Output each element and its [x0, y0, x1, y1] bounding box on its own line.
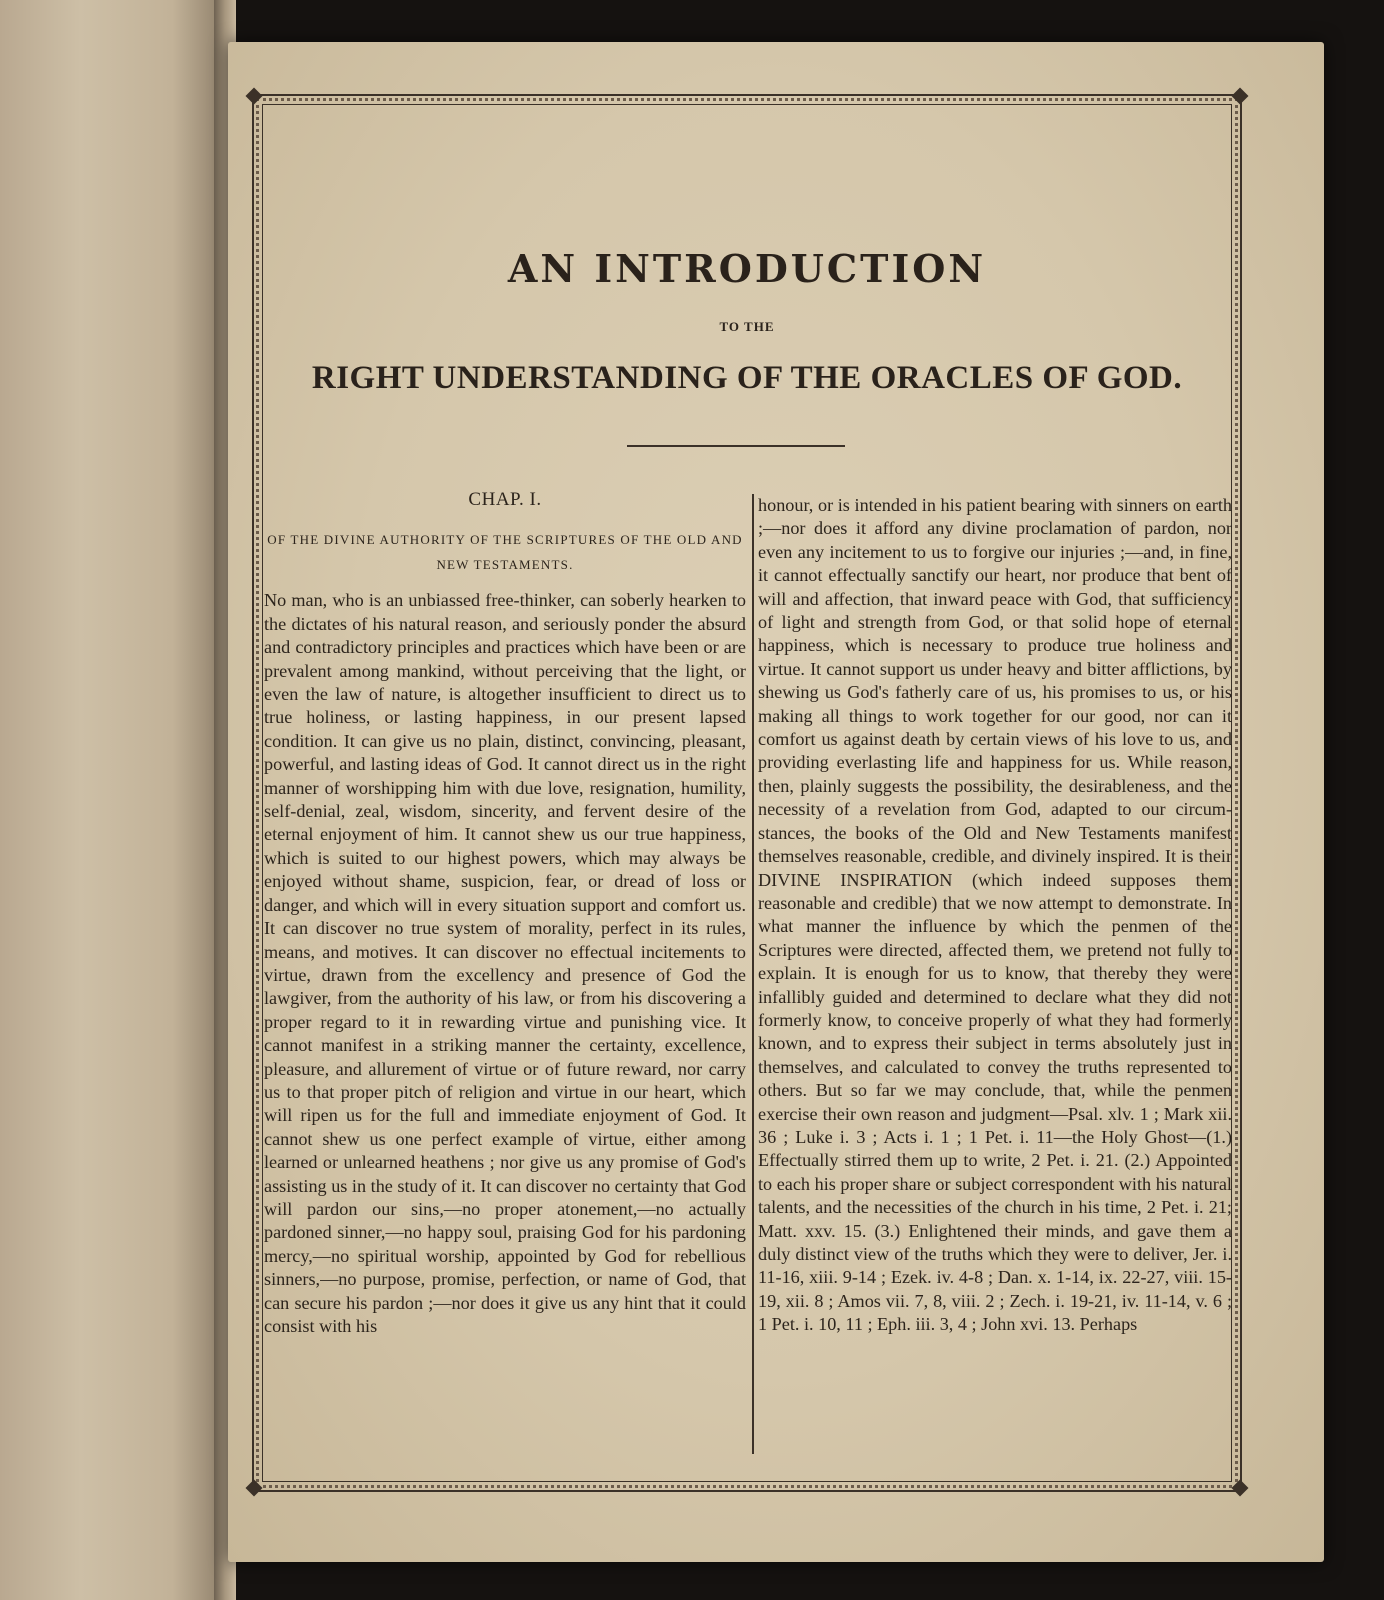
right-column-paragraph: honour, or is intended in his patient bearing with sinners on earth ;—nor does it afford any divine proclamation of pardon, nor even any incitement to us to forgive our injuries ;—and, in fine, it cannot effectually sanctify our heart, nor produce that bent of will and affection, that inward peace with God, that sufficiency of light and strength from God, or that solid hope of eternal happiness, which is necessary to produce true holiness and virtue. It cannot support us under heavy and bitter afflictions, by shewing us God's fatherly care of us, his promises to us, or his making all things to work together for our good, nor can it comfort us against death by certain views of his love to us, and providing everlasting life and happiness for us. While reason, then, plainly suggests the possibility, the desirableness, and the necessity of a revelation from God, adapted to our circumstances, the books of the Old and New Testaments manifest themselves reasonable, credible, and divinely inspired. It is their DIVINE INSPIRATION (which indeed supposes them reasonable and credible) that we now attempt to demonstrate. In what manner the influence by which the penmen of the Scriptures were directed, affected them, we pretend not fully to explain. It is enough for us to know, that thereby they were infallibly guided and determined to declare what they did not formerly know, to conceive properly of what they had formerly known, and to express their subject in terms absolutely just in themselves, and calculated to convey the truths represented to others. But so far we may conclude, that, while the penmen exercise their own reason and judgment—Psal. xlv. 1 ; Mark xii. 36 ; Luke i. 3 ; Acts i. 1 ; 1 Pet. i. 11—the Holy Ghost—(1.) Effectually stirred them up to write, 2 Pet. i. 21. (2.) Appointed to each his proper share or subject correspondent with his natural talents, and the necessities of the church in his time, 2 Pet. i. 21; Matt. xxv. 15. (3.) Enlightened their minds, and gave them a duly distinct view of the truths which they were to deliver, Jer. i. 11-16, xiii. 9-14 ; Ezek. iv. 4-8 ; Dan. x. 1-14, ix. 22-27, viii. 15-19, xii. 8 ; Amos vii. 7, 8, viii. 2 ; Zech. i. 19-21, iv. 11-14, v. 6 ; 1 Pet. i. 10, 11 ; Eph. iii. 3, 4 ; John xvi. 13. Perhaps: [758, 495, 1232, 1335]
page-title: AN INTRODUCTION: [507, 246, 987, 291]
title-connector: TO THE: [719, 319, 775, 334]
right-column: [758, 494, 1232, 1337]
title-rule: [627, 445, 845, 447]
section-title: OF THE DIVINE AUTHORITY OF THE SCRIPTURES OF THE OLD AND NEW TESTAMENTS.: [267, 532, 743, 573]
column-divider: [752, 494, 754, 1454]
chapter-heading: CHAP. I.: [468, 489, 542, 510]
left-page: [0, 0, 230, 1600]
left-column-paragraph: No man, who is an unbiassed free-thinker, can soberly hearken to the dictates of his natural reason, and seriously ponder the absurd and contradictory principles and practices which have been or are prevalent among mankind, without perceiving that the light, or even the law of nature, is altogether insufficient to direct us to true holiness, or lasting happiness, in our present lapsed condition. It can give us no plain, distinct, convincing, pleasant, powerful, and lasting ideas of God. It cannot direct us in the right manner of worshipping him with due love, resignation, humility, self-denial, zeal, wisdom, sincerity, and fervent desire of the eternal enjoyment of him. It cannot shew us our true happiness, which is suited to our highest powers, which may always be enjoyed without shame, suspicion, fear, or dread of loss or danger, and which will in every situation support and comfort us. It can discover no true system of morality, perfect in its rules, means, and motives. It can discover no effectual incitements to virtue, drawn from the excellency and presence of God the lawgiver, from the authority of his law, or from his discovering a proper regard to it in rewarding virtue and punishing vice. It cannot manifest in a striking manner the certainty, excellence, pleasure, and allurement of virtue or of future reward, nor carry us to that proper pitch of religion and virtue in our heart, which will ripen us for the full and immediate enjoyment of God. It cannot shew us one perfect example of virtue, either among learned or unlearned heathens ; nor give us any promise of God's assisting us in the study of it. It can discover no certainty that God will pardon our sins,—no proper atonement,—no actually pardoned sinner,—no happy soul, praising God for his pardoning mercy,—no spiritual worship, appointed by God for rebellious sinners,—no purpose, promise, perfection, or name of God, that can secure his pardon ;—nor does it give us any hint that it could consist with his: [264, 590, 746, 1336]
left-column: [264, 488, 746, 1338]
page-subtitle: RIGHT UNDERSTANDING OF THE ORACLES OF GOD.: [311, 360, 1183, 396]
